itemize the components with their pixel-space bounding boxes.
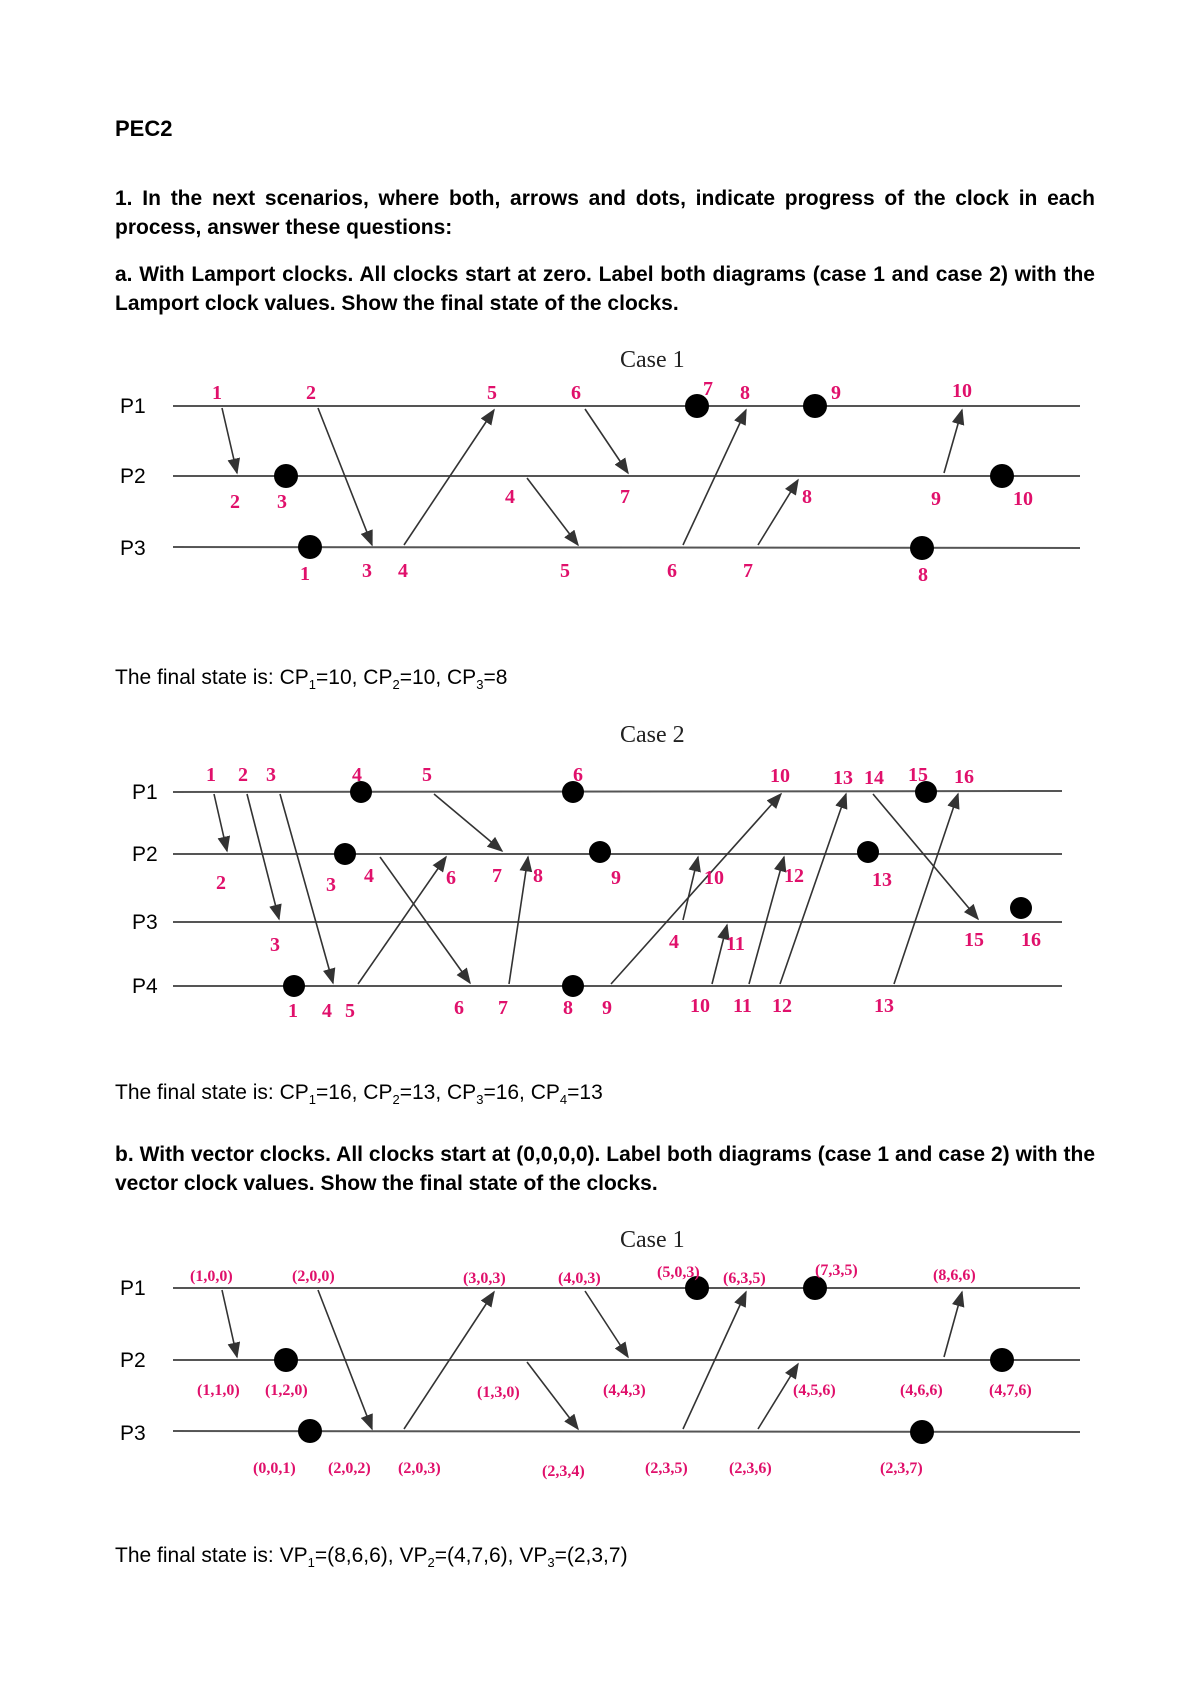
case1-vector-title: Case 1: [620, 1227, 685, 1253]
lamport-labels: [212, 378, 1033, 586]
label: 7: [620, 486, 630, 508]
label: 8: [533, 865, 543, 887]
label: (4,0,3): [558, 1270, 601, 1287]
label: 5: [487, 382, 497, 404]
label: 4: [505, 486, 515, 508]
lamport-labels: [206, 764, 1041, 1022]
label: (1,0,0): [190, 1268, 233, 1285]
label: 4: [322, 1000, 332, 1022]
label: 11: [733, 995, 752, 1017]
label: 13: [872, 869, 892, 891]
label: 16: [1021, 929, 1041, 951]
label: 8: [740, 382, 750, 404]
case1-vector-diagram: [0, 1215, 1200, 1485]
local-event-dots: [283, 781, 1032, 997]
label: (1,1,0): [197, 1382, 240, 1399]
process-label-p2: P2: [120, 465, 146, 488]
label: (4,5,6): [793, 1382, 836, 1399]
label: (1,3,0): [477, 1384, 520, 1401]
label: 6: [573, 764, 583, 786]
final-state-case1: The final state is: $CP_1=10$, $CP_2=10$, $CP_3=8$: [115, 666, 508, 693]
label: 6: [446, 867, 456, 889]
label: (4,7,6): [989, 1382, 1032, 1399]
process-label-p3: P3: [120, 1422, 146, 1445]
label: 8: [802, 486, 812, 508]
label: 10: [952, 380, 972, 402]
label: 3: [362, 560, 372, 582]
label: 10: [770, 765, 790, 787]
label: (8,6,6): [933, 1267, 976, 1284]
label: 13: [833, 767, 853, 789]
case1-title: Case 1: [620, 347, 685, 373]
label: (2,3,5): [645, 1460, 688, 1477]
final-state-case2: The final state is: $CP_1=16$, $CP_2=13$, $CP_3=16$, $CP_4=13$: [115, 1081, 603, 1108]
label: 2: [216, 872, 226, 894]
label: 2: [306, 382, 316, 404]
process-label-p1: P1: [120, 1277, 146, 1300]
label: 8: [563, 997, 573, 1019]
label: 3: [277, 491, 287, 513]
process-label-p3: P3: [132, 911, 158, 934]
vector-labels: [190, 1262, 1032, 1480]
label: 8: [918, 564, 928, 586]
label: 1: [212, 382, 222, 404]
label: 9: [831, 382, 841, 404]
process-label-p4: P4: [132, 975, 158, 998]
process-label-p3: P3: [120, 537, 146, 560]
label: 10: [1013, 488, 1033, 510]
label: 7: [492, 865, 502, 887]
case1-lamport-diagram: [0, 335, 1200, 595]
label: (2,3,7): [880, 1460, 923, 1477]
label: (6,3,5): [723, 1270, 766, 1287]
label: 9: [931, 488, 941, 510]
label: 12: [772, 995, 792, 1017]
label: 3: [270, 934, 280, 956]
label: (2,0,0): [292, 1268, 335, 1285]
label: 1: [300, 563, 310, 585]
label: 12: [784, 865, 804, 887]
case2-lamport-diagram: [0, 710, 1200, 1040]
question-b: b. With vector clocks. All clocks start at (0,0,0,0). Label both diagrams (case 1 and case 2) with the vector clock values. Show the final state of the clocks.: [115, 1143, 1095, 1195]
label: 7: [498, 997, 508, 1019]
label: (7,3,5): [815, 1262, 858, 1279]
label: 13: [874, 995, 894, 1017]
label: 15: [964, 929, 984, 951]
label: 7: [743, 560, 753, 582]
label: 14: [864, 767, 884, 789]
label: 6: [571, 382, 581, 404]
label: 6: [454, 997, 464, 1019]
label: 5: [345, 1000, 355, 1022]
label: (5,0,3): [657, 1264, 700, 1281]
label: 4: [352, 764, 362, 786]
label: 6: [667, 560, 677, 582]
label: (3,0,3): [463, 1270, 506, 1287]
process-label-p1: P1: [120, 395, 146, 418]
label: 5: [560, 560, 570, 582]
label: 9: [602, 997, 612, 1019]
document-title: PEC2: [115, 116, 173, 141]
label: 3: [326, 874, 336, 896]
question-1: 1. In the next scenarios, where both, arrows and dots, indicate progress of the clock in each process, answer these questions:: [115, 187, 1095, 239]
label: 9: [611, 867, 621, 889]
label: 4: [364, 865, 374, 887]
label: 15: [908, 764, 928, 786]
label: 10: [690, 995, 710, 1017]
label: 5: [422, 764, 432, 786]
process-label-p2: P2: [120, 1349, 146, 1372]
label: 16: [954, 766, 974, 788]
label: 11: [726, 933, 745, 955]
label: 1: [288, 1000, 298, 1022]
label: 4: [398, 560, 408, 582]
label: (2,0,3): [398, 1460, 441, 1477]
question-a: a. With Lamport clocks. All clocks start at zero. Label both diagrams (case 1 and case 2) with the Lamport clock values. Show the final state of the clocks.: [115, 263, 1095, 315]
case2-title: Case 2: [620, 722, 685, 748]
label: 7: [703, 378, 713, 400]
label: 3: [266, 764, 276, 786]
label: 2: [238, 764, 248, 786]
label: 4: [669, 931, 679, 953]
label: 2: [230, 491, 240, 513]
label: 1: [206, 764, 216, 786]
label: 10: [704, 867, 724, 889]
label: (0,0,1): [253, 1460, 296, 1477]
label: (2,0,2): [328, 1460, 371, 1477]
label: (2,3,6): [729, 1460, 772, 1477]
label: (4,6,6): [900, 1382, 943, 1399]
final-state-vector: The final state is: $VP_1=(8,6,6)$, $VP_2=(4,7,6)$, $VP_3=(2,3,7)$: [115, 1544, 628, 1571]
process-label-p1: P1: [132, 781, 158, 804]
label: (2,3,4): [542, 1463, 585, 1480]
label: (4,4,3): [603, 1382, 646, 1399]
process-label-p2: P2: [132, 843, 158, 866]
label: (1,2,0): [265, 1382, 308, 1399]
